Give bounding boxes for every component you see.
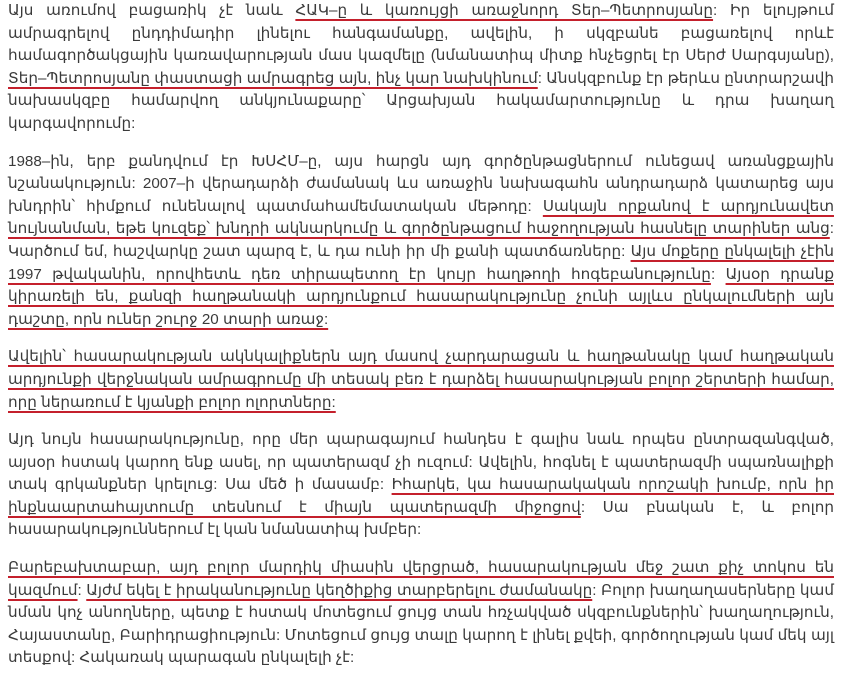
paragraph <box>8 346 834 414</box>
highlighted-text: Իհարկե, կա հասարակական որոշակի խումբ, որն իր ինքնաարտահայտումը տեսնում է միայն պատերազմի միջոցով <box>8 476 835 516</box>
text-segment: : <box>710 265 726 283</box>
text-segment: 1988–ին, երբ քանդվում էր ԽՍՀՄ–ը, այս հարցն այդ գործընթացներում ունեցավ առանցքային նշանակություն: 2007–ի վերադարձի ժամանակ ևս առաջին նախագահն անդրադարձ կատարեց այս խնդրին՝ հիմքում ունենալով պատմահամեմատական մեթոդը: <box>8 152 834 215</box>
text-segment: : Սա բնական է, և բոլոր հասարակություններում էլ կան նմանատիպ խմբեր: <box>8 498 834 539</box>
highlighted-text: Բարեբախտաբար, այդ բոլոր մարդիկ միասին վերցրած, հասարակության մեջ շատ քիչ տոկոս են կազմում <box>8 559 834 599</box>
highlighted-text: Սակայն որքանով է արդյունավետ նույնանման, եթե կուզեք՝ խնդրի ակնարկումը և գործընթացում հաջողության հասնելը տարիներ անց <box>8 197 834 238</box>
text-segment: : Իր ելույթում ամրագրելով ընդդիմադիր լինելու հանգամանքը, ավելին, ի սկզբանե բացառելով որևէ համագործակցային կառավարության մաս կազմելը (նմանատիպ միտք հնչեցրել էր Սերժ Սարգսյանը), <box>8 2 834 65</box>
highlighted-text: Այժմ եկել է իրականությունը կեղծիքից տարբերելու ժամանակը <box>86 581 593 599</box>
text-segment: : Կարծում եմ, հաշվարկը շատ պարզ է, և դա ունի իր մի քանի պատճառները: <box>8 220 834 260</box>
highlighted-text: Այս մոքերը ընկալելի չէին 1997 թվականին, որովհետև դեռ տիրապետող էր կույր հաղթողի հոգեբանությունը <box>8 242 834 283</box>
highlighted-text: ՀԱԿ–ը և կառույցի առաջնորդ Տեր–Պետրոսյանը <box>295 2 714 19</box>
text-segment: Այս առումով բացառիկ չէ նաև <box>8 2 296 19</box>
paragraph <box>8 557 834 670</box>
highlighted-text: Ավելին՝ հասարակության ակնկալիքներն այդ մասով չարդարացան և հաղթանակը կամ հաղթական արդյունքի վերջնական ամրագրումը մի տեսակ բեռ է դարձել հասարակության բոլոր շերտերի համար, որը ներառում է կյանքի բոլոր ոլորտները: <box>8 348 834 411</box>
paragraph <box>8 151 834 332</box>
text-segment: Այդ նույն հասարակությունը, որը մեր պարագայում հանդես է գալիս նաև որպես ընտրազանգված, այսօր հստակ կարող ենք ասել, որ պատերազմ չի ուզում: Ավելին, հոգնել է պատերազմի սպառնալիքի տակ գրկանքներ կրելուց: Սա մեծ ի մասամբ: <box>8 431 834 494</box>
text-segment: : <box>77 581 87 599</box>
paragraph <box>8 0 834 136</box>
paragraph <box>8 429 834 542</box>
highlighted-text: Այսօր դրանք կիրառելի են, քանզի հաղթանակի արդյունքում հասարակությունը չունի այլևս ընկալումների այն դաշտը, որն ուներ շուրջ 20 տարի առաջ: <box>8 265 834 328</box>
highlighted-text: Տեր–Պետրոսյանը փաստացի ամրագրեց այն, ինչ կար նախկինում <box>8 69 538 87</box>
text-segment: : Անսկզբունք էր թերևս ընտրարշավի նախասկզբը համարվող անկյունաքարը՝ Արցախյան հակամարտությունը և դրա խաղաղ կարգավորումը: <box>8 69 834 132</box>
text-segment: : Բոլոր խաղաղասերները կամ նման կոչ անողները, պետք է հստակ մոտեցում ցույց տան հռչակված սկզբունքներին՝ խաղաղություն, Հայաստանը, Բարիդրացիություն: Մոտեցում ցույց տալը կարող է լինել քվեի, գործողության կամ մեկ այլ տեսքով: Հակառակ պարագան ընկալելի չէ: <box>8 581 834 667</box>
article-body <box>8 0 834 685</box>
